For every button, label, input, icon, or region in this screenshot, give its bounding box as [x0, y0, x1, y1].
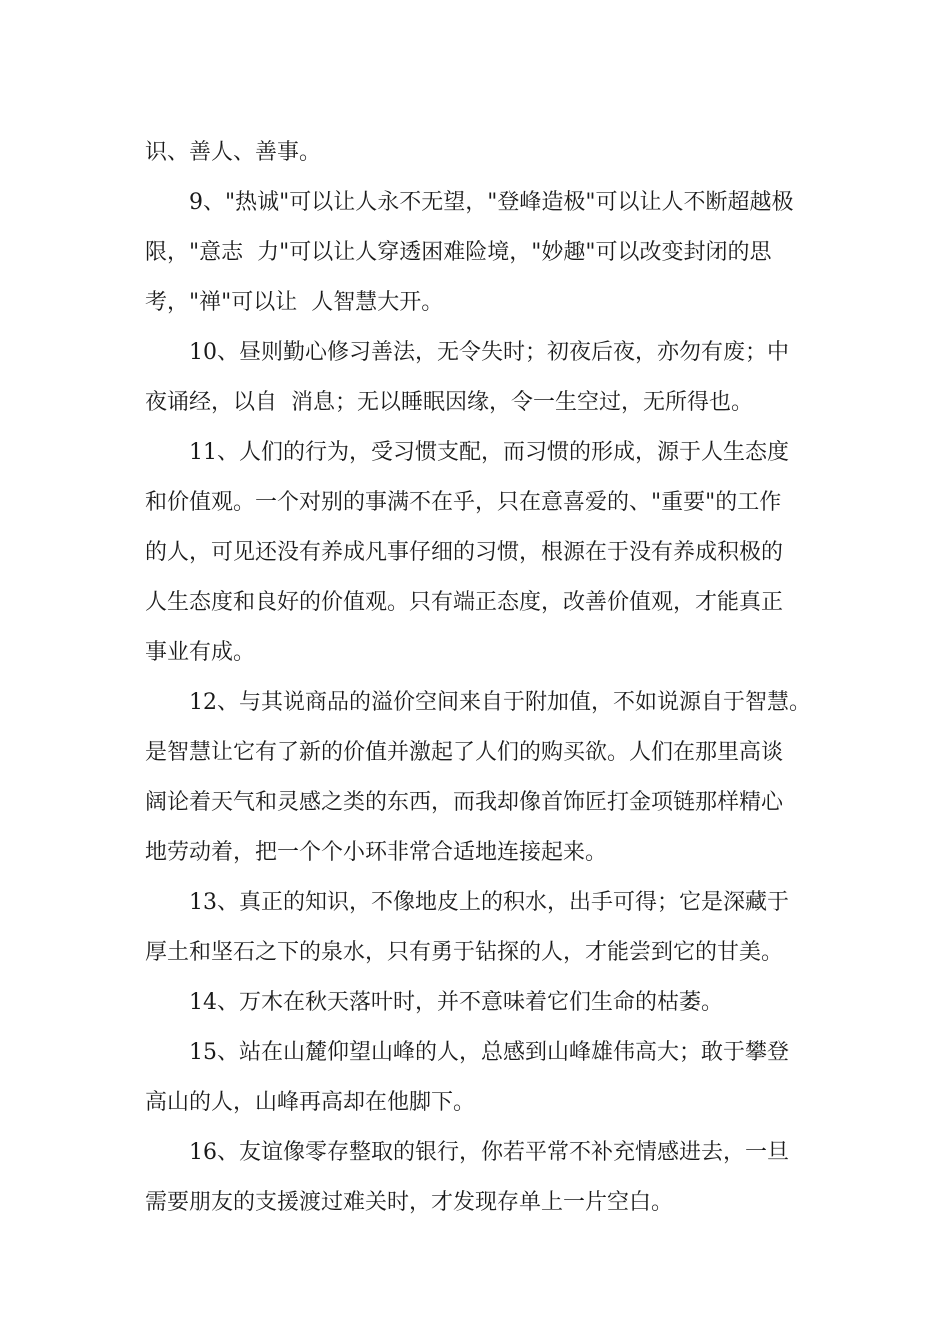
text-line: 夜诵经，以自 消息；无以睡眠因缘，令一生空过，无所得也。 [145, 390, 753, 415]
document-body [145, 128, 815, 1228]
text-line: 和价值观。一个对别的事满不在乎，只在意喜爱的、"重要"的工作 [145, 490, 782, 515]
text-line: 13、真正的知识，不像地皮上的积水，出手可得；它是深藏于 [189, 890, 789, 915]
text-line: 阔论着天气和灵感之类的东西，而我却像首饰匠打金项链那样精心 [145, 790, 784, 815]
text-line: 识、善人、善事。 [145, 140, 322, 165]
text-line: 9、"热诚"可以让人永不无望，"登峰造极"可以让人不断超越极 [189, 190, 794, 215]
text-line: 需要朋友的支援渡过难关时，才发现存单上一片空白。 [145, 1190, 674, 1215]
text-line: 厚土和坚石之下的泉水，只有勇于钻探的人，才能尝到它的甘美。 [145, 940, 784, 965]
text-line: 16、友谊像零存整取的银行，你若平常不补充情感进去，一旦 [189, 1140, 789, 1165]
text-line: 高山的人，山峰再高却在他脚下。 [145, 1090, 476, 1115]
text-line: 考，"禅"可以让 人智慧大开。 [145, 290, 444, 315]
text-line: 14、万木在秋天落叶时，并不意味着它们生命的枯萎。 [189, 990, 723, 1015]
text-line: 是智慧让它有了新的价值并激起了人们的购买欲。人们在那里高谈 [145, 740, 784, 765]
text-line: 人生态度和良好的价值观。只有端正态度，改善价值观，才能真正 [145, 590, 784, 615]
text-line: 事业有成。 [145, 640, 256, 665]
text-line: 地劳动着，把一个个小环非常合适地连接起来。 [145, 840, 608, 865]
text-line: 10、昼则勤心修习善法，无令失时；初夜后夜，亦勿有废；中 [189, 340, 789, 365]
text-line: 限，"意志 力"可以让人穿透困难险境，"妙趣"可以改变封闭的思 [145, 240, 772, 265]
text-line: 的人，可见还没有养成凡事仔细的习惯，根源在于没有养成积极的 [145, 540, 784, 565]
text-line: 11、人们的行为，受习惯支配，而习惯的形成，源于人生态度 [189, 440, 789, 465]
text-line: 15、站在山麓仰望山峰的人，总感到山峰雄伟高大；敢于攀登 [189, 1040, 789, 1065]
text-line: 12、与其说商品的溢价空间来自于附加值，不如说源自于智慧。 [189, 690, 811, 715]
